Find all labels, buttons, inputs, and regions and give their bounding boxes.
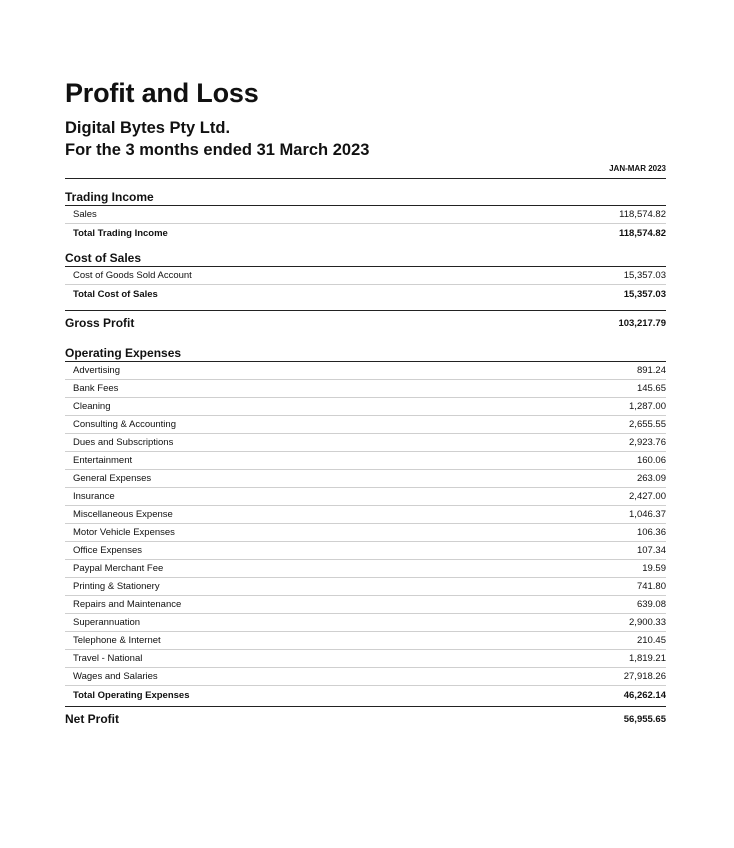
- table-row: [65, 416, 666, 434]
- row-label: Superannuation: [73, 617, 141, 628]
- table-row: [65, 434, 666, 452]
- row-label: Consulting & Accounting: [73, 419, 176, 430]
- total-row: [65, 285, 666, 303]
- row-amount: 107.34: [636, 545, 666, 556]
- total-amount: 118,574.82: [618, 227, 666, 239]
- table-row: [65, 206, 666, 224]
- row-label: Cost of Goods Sold Account: [73, 270, 192, 281]
- row-amount: 15,357.03: [623, 270, 666, 281]
- row-amount: 741.80: [636, 581, 666, 592]
- net-profit-amount: 56,955.65: [623, 713, 666, 725]
- row-amount: 2,427.00: [629, 491, 666, 502]
- header-divider: [65, 178, 666, 179]
- table-row: [65, 614, 666, 632]
- row-amount: 639.08: [636, 599, 666, 610]
- total-row: [65, 686, 666, 704]
- table-row: [65, 506, 666, 524]
- gross-profit-amount: 103,217.79: [618, 317, 666, 329]
- total-label: Total Trading Income: [73, 227, 168, 239]
- table-row: [65, 267, 666, 285]
- table-row: [65, 398, 666, 416]
- table-row: [65, 452, 666, 470]
- row-label: Paypal Merchant Fee: [73, 563, 164, 574]
- table-row: [65, 524, 666, 542]
- page-title: Profit and Loss: [65, 78, 259, 108]
- row-amount: 263.09: [636, 473, 666, 484]
- row-label: Travel - National: [73, 653, 143, 664]
- total-amount: 15,357.03: [623, 288, 666, 300]
- table-row: [65, 542, 666, 560]
- section-title: Cost of Sales: [65, 251, 666, 267]
- section-cost-of-sales: [65, 251, 666, 303]
- table-row: [65, 380, 666, 398]
- section-title: Trading Income: [65, 190, 666, 206]
- row-amount: 1,819.21: [629, 653, 666, 664]
- row-label: Entertainment: [73, 455, 133, 466]
- table-row: [65, 362, 666, 380]
- row-label: Motor Vehicle Expenses: [73, 527, 175, 538]
- row-label: Printing & Stationery: [73, 581, 160, 592]
- table-row: [65, 470, 666, 488]
- table-row: [65, 596, 666, 614]
- row-label: Dues and Subscriptions: [73, 437, 174, 448]
- row-label: Insurance: [73, 491, 115, 502]
- row-amount: 2,900.33: [629, 617, 666, 628]
- net-profit-label: Net Profit: [65, 712, 119, 726]
- total-row: [65, 224, 666, 242]
- column-header: JAN-MAR 2023: [609, 164, 666, 173]
- gross-profit-label: Gross Profit: [65, 316, 135, 330]
- row-label: Sales: [73, 209, 97, 220]
- row-amount: 106.36: [636, 527, 666, 538]
- section-trading-income: [65, 190, 666, 242]
- row-label: Bank Fees: [73, 383, 119, 394]
- table-row: [65, 632, 666, 650]
- row-amount: 2,655.55: [629, 419, 666, 430]
- row-amount: 118,574.82: [619, 209, 666, 220]
- row-label: General Expenses: [73, 473, 152, 484]
- table-row: [65, 488, 666, 506]
- table-row: [65, 650, 666, 668]
- table-row: [65, 668, 666, 686]
- total-label: Total Cost of Sales: [73, 288, 158, 300]
- row-label: Repairs and Maintenance: [73, 599, 182, 610]
- table-row: [65, 578, 666, 596]
- row-label: Miscellaneous Expense: [73, 509, 173, 520]
- row-amount: 160.06: [636, 455, 666, 466]
- row-label: Office Expenses: [73, 545, 143, 556]
- row-amount: 145.65: [636, 383, 666, 394]
- row-amount: 2,923.76: [629, 437, 666, 448]
- row-amount: 27,918.26: [623, 671, 666, 682]
- row-amount: 1,287.00: [629, 401, 666, 412]
- gross-profit-row: [65, 310, 666, 335]
- total-label: Total Operating Expenses: [73, 689, 190, 701]
- row-label: Cleaning: [73, 401, 111, 412]
- row-label: Wages and Salaries: [73, 671, 158, 682]
- section-title: Operating Expenses: [65, 346, 666, 362]
- section-operating-expenses: [65, 346, 666, 704]
- net-profit-row: [65, 706, 666, 731]
- total-amount: 46,262.14: [623, 689, 666, 701]
- row-amount: 1,046.37: [629, 509, 666, 520]
- report-period: For the 3 months ended 31 March 2023: [65, 141, 370, 159]
- company-name: Digital Bytes Pty Ltd.: [65, 119, 231, 137]
- table-row: [65, 560, 666, 578]
- row-label: Advertising: [73, 365, 120, 376]
- row-label: Telephone & Internet: [73, 635, 161, 646]
- row-amount: 891.24: [636, 365, 666, 376]
- row-amount: 210.45: [636, 635, 666, 646]
- row-amount: 19.59: [642, 563, 666, 574]
